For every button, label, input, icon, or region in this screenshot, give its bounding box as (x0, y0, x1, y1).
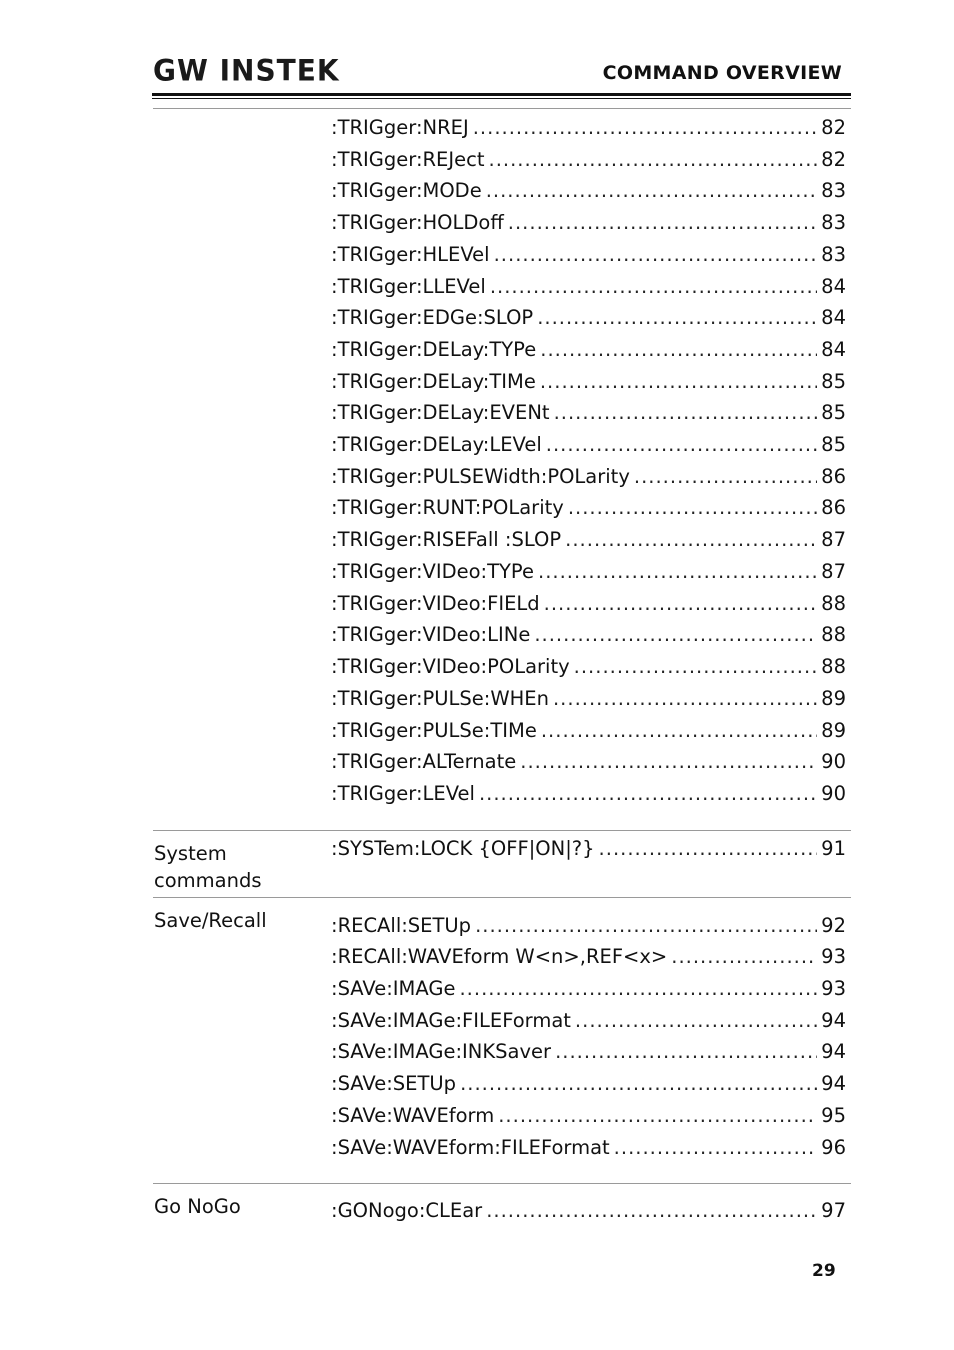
page-ref: 96 (821, 1136, 846, 1159)
dot-leader (565, 525, 817, 555)
brand-logo: GW INSTEK (153, 53, 340, 88)
command-name: :SAVe:SETUp (331, 1072, 457, 1095)
command-name: :TRIGger:ALTernate (331, 750, 517, 773)
dot-leader (546, 430, 817, 460)
toc-row (331, 113, 846, 143)
command-name: :TRIGger:LLEVel (331, 275, 486, 298)
page-ref: 87 (821, 528, 846, 551)
command-name: :TRIGger:EDGe:SLOP (331, 306, 534, 329)
page-ref: 84 (821, 338, 846, 361)
dot-leader (508, 208, 817, 238)
dot-leader (490, 272, 817, 302)
command-name: :TRIGger:RISEFall :SLOP (331, 528, 562, 551)
dot-leader (544, 589, 818, 619)
toc-row (331, 942, 846, 972)
dot-leader (540, 335, 817, 365)
command-name: :TRIGger:VIDeo:TYPe (331, 560, 534, 583)
dot-leader (671, 942, 817, 972)
page-ref: 90 (821, 750, 846, 773)
command-name: :TRIGger:RUNT:POLarity (331, 496, 564, 519)
section-title: COMMAND OVERVIEW (602, 62, 842, 84)
dot-leader (475, 911, 817, 941)
command-name: :TRIGger:HLEVel (331, 243, 490, 266)
command-name: :TRIGger:REJect (331, 148, 485, 171)
dot-leader (540, 367, 817, 397)
command-name: :SYSTem:LOCK {OFF|ON|?} (331, 837, 595, 860)
toc-row (331, 1069, 846, 1099)
toc-row (331, 525, 846, 555)
toc-row (331, 176, 846, 206)
command-name: :TRIGger:VIDeo:LINe (331, 623, 531, 646)
dot-leader (534, 620, 817, 650)
dot-leader (555, 1037, 817, 1067)
dot-leader (489, 145, 818, 175)
dot-leader (568, 493, 817, 523)
toc-row (331, 779, 846, 809)
toc-row (331, 974, 846, 1004)
command-name: :TRIGger:HOLDoff (331, 211, 504, 234)
separator-top (153, 108, 851, 109)
command-name: :TRIGger:PULSe:TIMe (331, 719, 537, 742)
header-rule-thin (152, 98, 851, 99)
dot-leader (520, 747, 817, 777)
dot-leader (473, 113, 817, 143)
dot-leader (460, 1069, 817, 1099)
command-name: :TRIGger:VIDeo:FIELd (331, 592, 540, 615)
toc-row (331, 557, 846, 587)
command-name: :RECAll:WAVEform W<n>,REF<x> (331, 945, 668, 968)
toc-row (331, 1196, 846, 1226)
dot-leader (541, 716, 817, 746)
page-ref: 89 (821, 719, 846, 742)
dot-leader (553, 684, 817, 714)
dot-leader (574, 652, 818, 682)
dot-leader (486, 176, 817, 206)
toc-row (331, 430, 846, 460)
dot-leader (614, 1133, 818, 1163)
page-ref: 93 (821, 977, 846, 1000)
command-name: :TRIGger:DELay:EVENt (331, 401, 550, 424)
toc-row (331, 620, 846, 650)
toc-row (331, 684, 846, 714)
toc-row (331, 1037, 846, 1067)
dot-leader (494, 240, 818, 270)
page-ref: 92 (821, 914, 846, 937)
toc-row (331, 1101, 846, 1131)
page-ref: 88 (821, 623, 846, 646)
page-ref: 84 (821, 306, 846, 329)
toc-row (331, 240, 846, 270)
page-ref: 88 (821, 592, 846, 615)
command-name: :TRIGger:LEVel (331, 782, 475, 805)
page-ref: 83 (821, 243, 846, 266)
toc-row (331, 911, 846, 941)
dot-leader (498, 1101, 817, 1131)
toc-row (331, 398, 846, 428)
toc-row (331, 589, 846, 619)
command-name: :SAVe:IMAGe:INKSaver (331, 1040, 552, 1063)
toc-row (331, 272, 846, 302)
command-name: :SAVe:IMAGe:FILEFormat (331, 1009, 571, 1032)
command-name: :RECAll:SETUp (331, 914, 472, 937)
toc-row (331, 303, 846, 333)
command-name: :TRIGger:DELay:LEVel (331, 433, 542, 456)
command-name: :SAVe:WAVEform:FILEFormat (331, 1136, 610, 1159)
page-ref: 94 (821, 1040, 846, 1063)
category-label: System commands (154, 842, 262, 892)
page-ref: 94 (821, 1072, 846, 1095)
page-ref: 82 (821, 116, 846, 139)
toc-row (331, 462, 846, 492)
page-ref: 93 (821, 945, 846, 968)
command-name: :TRIGger:VIDeo:POLarity (331, 655, 570, 678)
command-name: :GONogo:CLEar (331, 1199, 483, 1222)
page-ref: 88 (821, 655, 846, 678)
toc-row (331, 747, 846, 777)
dot-leader (634, 462, 817, 492)
command-name: :TRIGger:DELay:TIMe (331, 370, 536, 393)
page-ref: 83 (821, 211, 846, 234)
page-ref: 82 (821, 148, 846, 171)
category-label: Go NoGo (154, 1195, 241, 1218)
command-name: :TRIGger:DELay:TYPe (331, 338, 537, 361)
page-ref: 90 (821, 782, 846, 805)
dot-leader (599, 834, 818, 864)
page-ref: 86 (821, 496, 846, 519)
page-ref: 84 (821, 275, 846, 298)
command-name: :TRIGger:PULSEWidth:POLarity (331, 465, 630, 488)
toc-row (331, 335, 846, 365)
separator-save-recall (153, 897, 851, 898)
command-name: :SAVe:IMAGe (331, 977, 456, 1000)
toc-row (331, 834, 846, 864)
toc-row (331, 145, 846, 175)
page-ref: 91 (821, 837, 846, 860)
toc-row (331, 652, 846, 682)
page-ref: 83 (821, 179, 846, 202)
command-name: :TRIGger:MODe (331, 179, 482, 202)
page-ref: 85 (821, 401, 846, 424)
page-ref: 95 (821, 1104, 846, 1127)
separator-gonogo (153, 1183, 851, 1184)
page-ref: 85 (821, 370, 846, 393)
command-name: :TRIGger:PULSe:WHEn (331, 687, 549, 710)
command-name: :TRIGger:NREJ (331, 116, 469, 139)
dot-leader (537, 303, 817, 333)
dot-leader (459, 974, 817, 1004)
toc-row (331, 208, 846, 238)
dot-leader (575, 1006, 817, 1036)
page-ref: 86 (821, 465, 846, 488)
page-ref: 94 (821, 1009, 846, 1032)
dot-leader (554, 398, 818, 428)
toc-row (331, 1006, 846, 1036)
page-ref: 87 (821, 560, 846, 583)
toc-row (331, 716, 846, 746)
dot-leader (479, 779, 817, 809)
dot-leader (486, 1196, 817, 1226)
toc-row (331, 367, 846, 397)
dot-leader (538, 557, 817, 587)
category-label: Save/Recall (154, 909, 267, 932)
page-number: 29 (812, 1261, 836, 1281)
page-ref: 89 (821, 687, 846, 710)
header-rule-thick (152, 93, 851, 96)
separator-system (153, 830, 851, 831)
page-ref: 85 (821, 433, 846, 456)
toc-row (331, 1133, 846, 1163)
toc-row (331, 493, 846, 523)
command-name: :SAVe:WAVEform (331, 1104, 495, 1127)
page-ref: 97 (821, 1199, 846, 1222)
